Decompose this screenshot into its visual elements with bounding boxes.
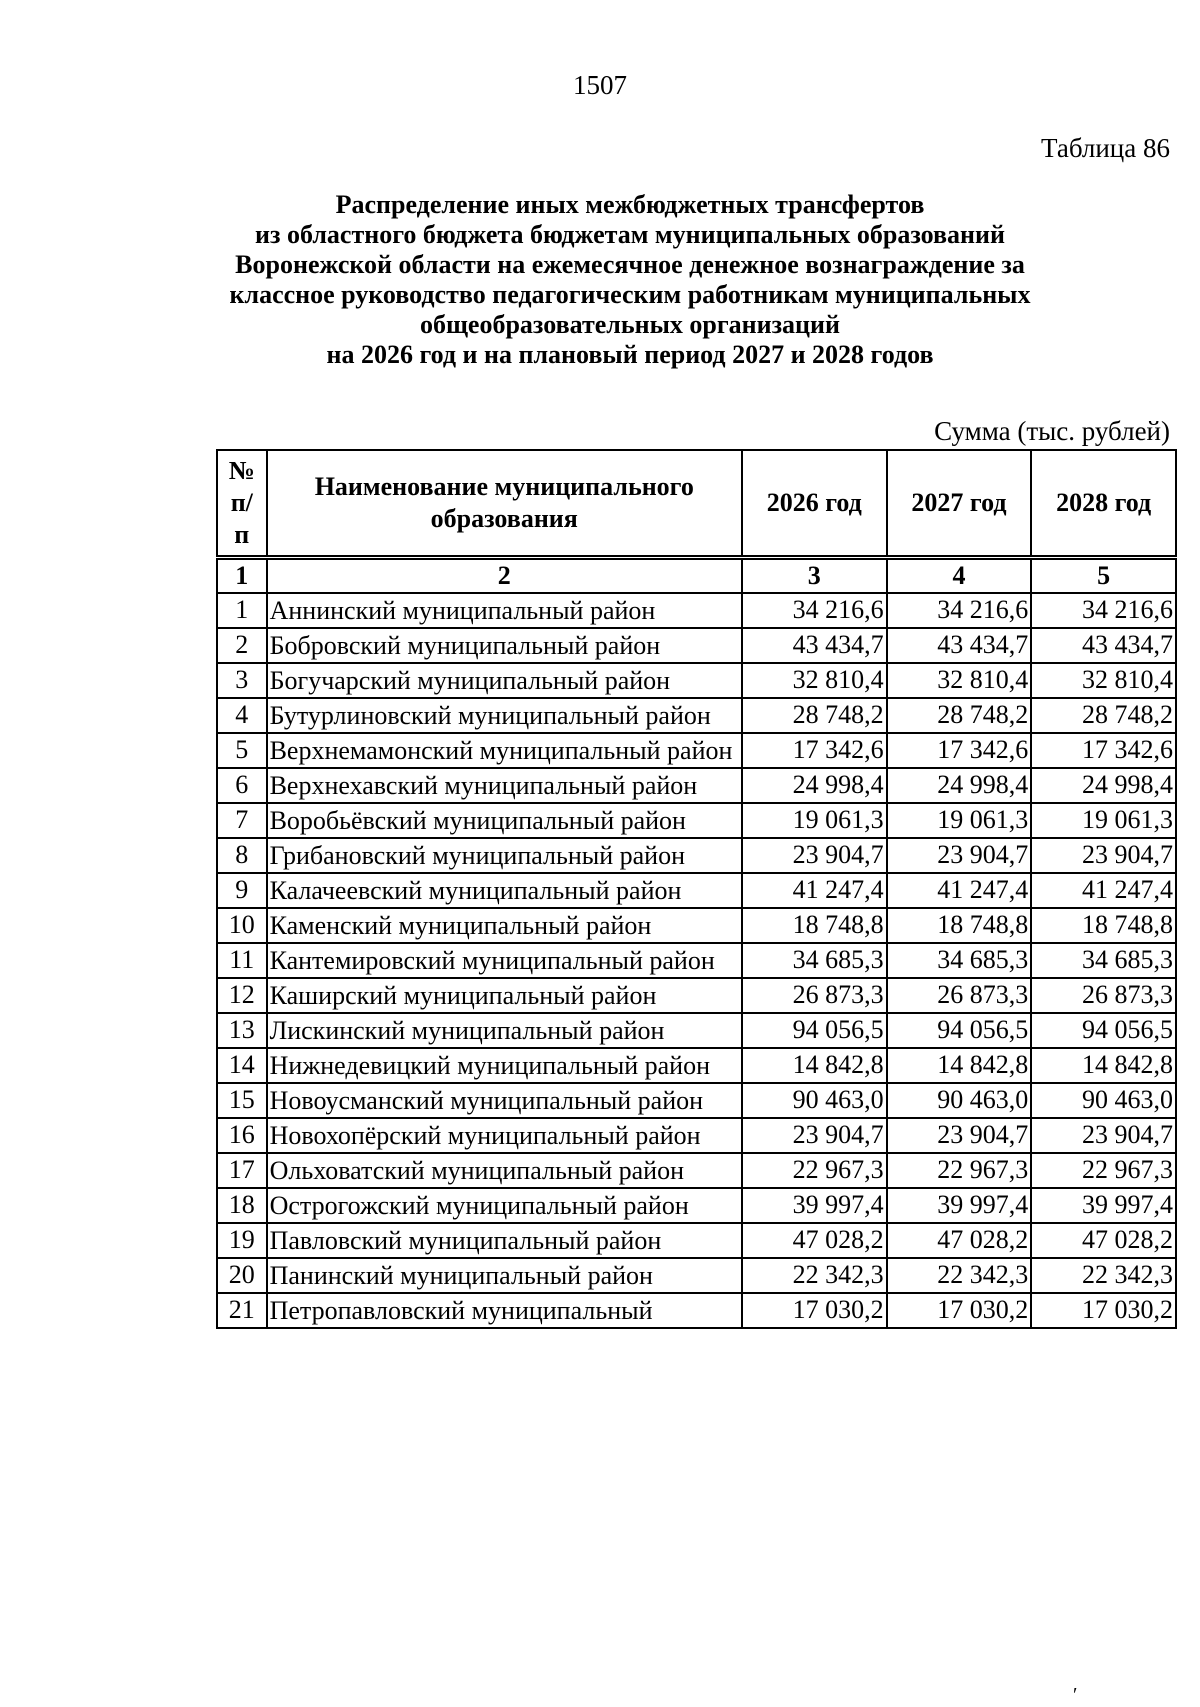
header-2028: 2028 год bbox=[1031, 450, 1176, 556]
value-2026: 22 967,3 bbox=[742, 1153, 887, 1188]
header-2026: 2026 год bbox=[742, 450, 887, 556]
value-2027: 34 216,6 bbox=[887, 593, 1032, 628]
value-2027: 26 873,3 bbox=[887, 978, 1032, 1013]
value-2028: 22 967,3 bbox=[1031, 1153, 1176, 1188]
value-2026: 26 873,3 bbox=[742, 978, 887, 1013]
title-line: общеобразовательных организаций bbox=[419, 310, 840, 339]
table-row bbox=[217, 1293, 1176, 1328]
municipality-name: Кантемировский муниципальный район bbox=[267, 943, 742, 978]
table-row bbox=[217, 733, 1176, 768]
value-2027: 90 463,0 bbox=[887, 1083, 1032, 1118]
value-2026: 24 998,4 bbox=[742, 768, 887, 803]
municipality-name: Петропавловский муниципальный bbox=[267, 1293, 742, 1328]
document-title bbox=[150, 190, 1110, 370]
table-row bbox=[217, 943, 1176, 978]
data-table bbox=[216, 558, 1177, 1329]
title-line: Воронежской области на ежемесячное денежное вознаграждение за bbox=[235, 250, 1025, 279]
value-2026: 18 748,8 bbox=[742, 908, 887, 943]
value-2027: 23 904,7 bbox=[887, 1118, 1032, 1153]
header-num: № п/п bbox=[217, 450, 267, 556]
value-2027: 24 998,4 bbox=[887, 768, 1032, 803]
value-2028: 47 028,2 bbox=[1031, 1223, 1176, 1258]
municipality-name: Панинский муниципальный район bbox=[267, 1258, 742, 1293]
value-2027: 41 247,4 bbox=[887, 873, 1032, 908]
title-line: из областного бюджета бюджетам муниципальных образований bbox=[255, 220, 1005, 249]
municipality-name: Бутурлиновский муниципальный район bbox=[267, 698, 742, 733]
table-row bbox=[217, 803, 1176, 838]
row-number: 10 bbox=[217, 908, 267, 943]
row-number: 3 bbox=[217, 663, 267, 698]
title-line: на 2026 год и на плановый период 2027 и 2028 годов bbox=[326, 340, 934, 369]
value-2027: 19 061,3 bbox=[887, 803, 1032, 838]
table-row bbox=[217, 1223, 1176, 1258]
column-number: 5 bbox=[1031, 559, 1176, 593]
value-2027: 34 685,3 bbox=[887, 943, 1032, 978]
row-number: 20 bbox=[217, 1258, 267, 1293]
row-number: 7 bbox=[217, 803, 267, 838]
row-number: 9 bbox=[217, 873, 267, 908]
municipality-name: Острогожский муниципальный район bbox=[267, 1188, 742, 1223]
value-2026: 32 810,4 bbox=[742, 663, 887, 698]
value-2027: 22 967,3 bbox=[887, 1153, 1032, 1188]
value-2026: 43 434,7 bbox=[742, 628, 887, 663]
municipality-name: Нижнедевицкий муниципальный район bbox=[267, 1048, 742, 1083]
row-number: 8 bbox=[217, 838, 267, 873]
table-row bbox=[217, 908, 1176, 943]
title-line: классное руководство педагогическим работникам муниципальных bbox=[229, 280, 1031, 309]
value-2026: 14 842,8 bbox=[742, 1048, 887, 1083]
value-2027: 18 748,8 bbox=[887, 908, 1032, 943]
municipality-name: Лискинский муниципальный район bbox=[267, 1013, 742, 1048]
value-2026: 28 748,2 bbox=[742, 698, 887, 733]
value-2028: 23 904,7 bbox=[1031, 838, 1176, 873]
row-number: 1 bbox=[217, 593, 267, 628]
row-number: 2 bbox=[217, 628, 267, 663]
header-name: Наименование муниципального образования bbox=[267, 450, 742, 556]
municipality-name: Богучарский муниципальный район bbox=[267, 663, 742, 698]
row-number: 17 bbox=[217, 1153, 267, 1188]
value-2028: 28 748,2 bbox=[1031, 698, 1176, 733]
municipality-name: Аннинский муниципальный район bbox=[267, 593, 742, 628]
table-row bbox=[217, 838, 1176, 873]
municipality-name: Новоусманский муниципальный район bbox=[267, 1083, 742, 1118]
units-label: Сумма (тыс. рублей) bbox=[934, 416, 1170, 446]
table-label: Таблица 86 bbox=[1041, 133, 1170, 163]
municipality-name: Воробьёвский муниципальный район bbox=[267, 803, 742, 838]
value-2027: 43 434,7 bbox=[887, 628, 1032, 663]
value-2028: 18 748,8 bbox=[1031, 908, 1176, 943]
table-row bbox=[217, 1258, 1176, 1293]
value-2027: 32 810,4 bbox=[887, 663, 1032, 698]
municipality-name: Верхнемамонский муниципальный район bbox=[267, 733, 742, 768]
value-2027: 22 342,3 bbox=[887, 1258, 1032, 1293]
value-2027: 47 028,2 bbox=[887, 1223, 1032, 1258]
stray-mark: ′ bbox=[1073, 1684, 1078, 1706]
row-number: 12 bbox=[217, 978, 267, 1013]
row-number: 18 bbox=[217, 1188, 267, 1223]
table-row bbox=[217, 1118, 1176, 1153]
municipality-name: Павловский муниципальный район bbox=[267, 1223, 742, 1258]
value-2027: 94 056,5 bbox=[887, 1013, 1032, 1048]
value-2027: 14 842,8 bbox=[887, 1048, 1032, 1083]
value-2026: 94 056,5 bbox=[742, 1013, 887, 1048]
municipality-name: Ольховатский муниципальный район bbox=[267, 1153, 742, 1188]
column-number: 2 bbox=[267, 559, 742, 593]
row-number: 11 bbox=[217, 943, 267, 978]
value-2028: 43 434,7 bbox=[1031, 628, 1176, 663]
value-2028: 34 685,3 bbox=[1031, 943, 1176, 978]
value-2028: 19 061,3 bbox=[1031, 803, 1176, 838]
row-number: 21 bbox=[217, 1293, 267, 1328]
municipality-name: Каменский муниципальный район bbox=[267, 908, 742, 943]
table-row bbox=[217, 1188, 1176, 1223]
value-2028: 23 904,7 bbox=[1031, 1118, 1176, 1153]
row-number: 14 bbox=[217, 1048, 267, 1083]
table-row bbox=[217, 628, 1176, 663]
value-2026: 34 216,6 bbox=[742, 593, 887, 628]
value-2028: 90 463,0 bbox=[1031, 1083, 1176, 1118]
value-2028: 17 342,6 bbox=[1031, 733, 1176, 768]
column-number: 1 bbox=[217, 559, 267, 593]
value-2026: 47 028,2 bbox=[742, 1223, 887, 1258]
table-row bbox=[217, 593, 1176, 628]
municipality-name: Новохопёрский муниципальный район bbox=[267, 1118, 742, 1153]
page-number: 1507 bbox=[573, 70, 627, 100]
title-line: Распределение иных межбюджетных трансфертов bbox=[335, 190, 925, 219]
table-row bbox=[217, 768, 1176, 803]
table-row bbox=[217, 698, 1176, 733]
row-number: 19 bbox=[217, 1223, 267, 1258]
value-2026: 23 904,7 bbox=[742, 838, 887, 873]
column-number: 4 bbox=[887, 559, 1032, 593]
value-2028: 39 997,4 bbox=[1031, 1188, 1176, 1223]
row-number: 6 bbox=[217, 768, 267, 803]
municipality-name: Бобровский муниципальный район bbox=[267, 628, 742, 663]
value-2028: 41 247,4 bbox=[1031, 873, 1176, 908]
table-row bbox=[217, 1013, 1176, 1048]
municipality-name: Каширский муниципальный район bbox=[267, 978, 742, 1013]
value-2026: 90 463,0 bbox=[742, 1083, 887, 1118]
table-row bbox=[217, 1153, 1176, 1188]
value-2026: 34 685,3 bbox=[742, 943, 887, 978]
row-number: 16 bbox=[217, 1118, 267, 1153]
column-number: 3 bbox=[742, 559, 887, 593]
value-2028: 32 810,4 bbox=[1031, 663, 1176, 698]
table-row bbox=[217, 873, 1176, 908]
table-row bbox=[217, 663, 1176, 698]
value-2028: 14 842,8 bbox=[1031, 1048, 1176, 1083]
value-2026: 23 904,7 bbox=[742, 1118, 887, 1153]
value-2026: 17 030,2 bbox=[742, 1293, 887, 1328]
value-2027: 28 748,2 bbox=[887, 698, 1032, 733]
table-row bbox=[217, 978, 1176, 1013]
column-numbers-row bbox=[217, 559, 1176, 593]
row-number: 5 bbox=[217, 733, 267, 768]
value-2027: 23 904,7 bbox=[887, 838, 1032, 873]
value-2026: 17 342,6 bbox=[742, 733, 887, 768]
table-row bbox=[217, 1083, 1176, 1118]
value-2027: 17 342,6 bbox=[887, 733, 1032, 768]
value-2028: 17 030,2 bbox=[1031, 1293, 1176, 1328]
value-2027: 39 997,4 bbox=[887, 1188, 1032, 1223]
value-2028: 94 056,5 bbox=[1031, 1013, 1176, 1048]
value-2028: 26 873,3 bbox=[1031, 978, 1176, 1013]
value-2028: 34 216,6 bbox=[1031, 593, 1176, 628]
value-2028: 22 342,3 bbox=[1031, 1258, 1176, 1293]
table-header bbox=[216, 449, 1177, 557]
row-number: 15 bbox=[217, 1083, 267, 1118]
header-2027: 2027 год bbox=[887, 450, 1032, 556]
municipality-name: Грибановский муниципальный район bbox=[267, 838, 742, 873]
row-number: 13 bbox=[217, 1013, 267, 1048]
value-2027: 17 030,2 bbox=[887, 1293, 1032, 1328]
row-number: 4 bbox=[217, 698, 267, 733]
municipality-name: Калачеевский муниципальный район bbox=[267, 873, 742, 908]
value-2026: 19 061,3 bbox=[742, 803, 887, 838]
value-2026: 41 247,4 bbox=[742, 873, 887, 908]
municipality-name: Верхнехавский муниципальный район bbox=[267, 768, 742, 803]
value-2028: 24 998,4 bbox=[1031, 768, 1176, 803]
value-2026: 39 997,4 bbox=[742, 1188, 887, 1223]
value-2026: 22 342,3 bbox=[742, 1258, 887, 1293]
table-row bbox=[217, 1048, 1176, 1083]
